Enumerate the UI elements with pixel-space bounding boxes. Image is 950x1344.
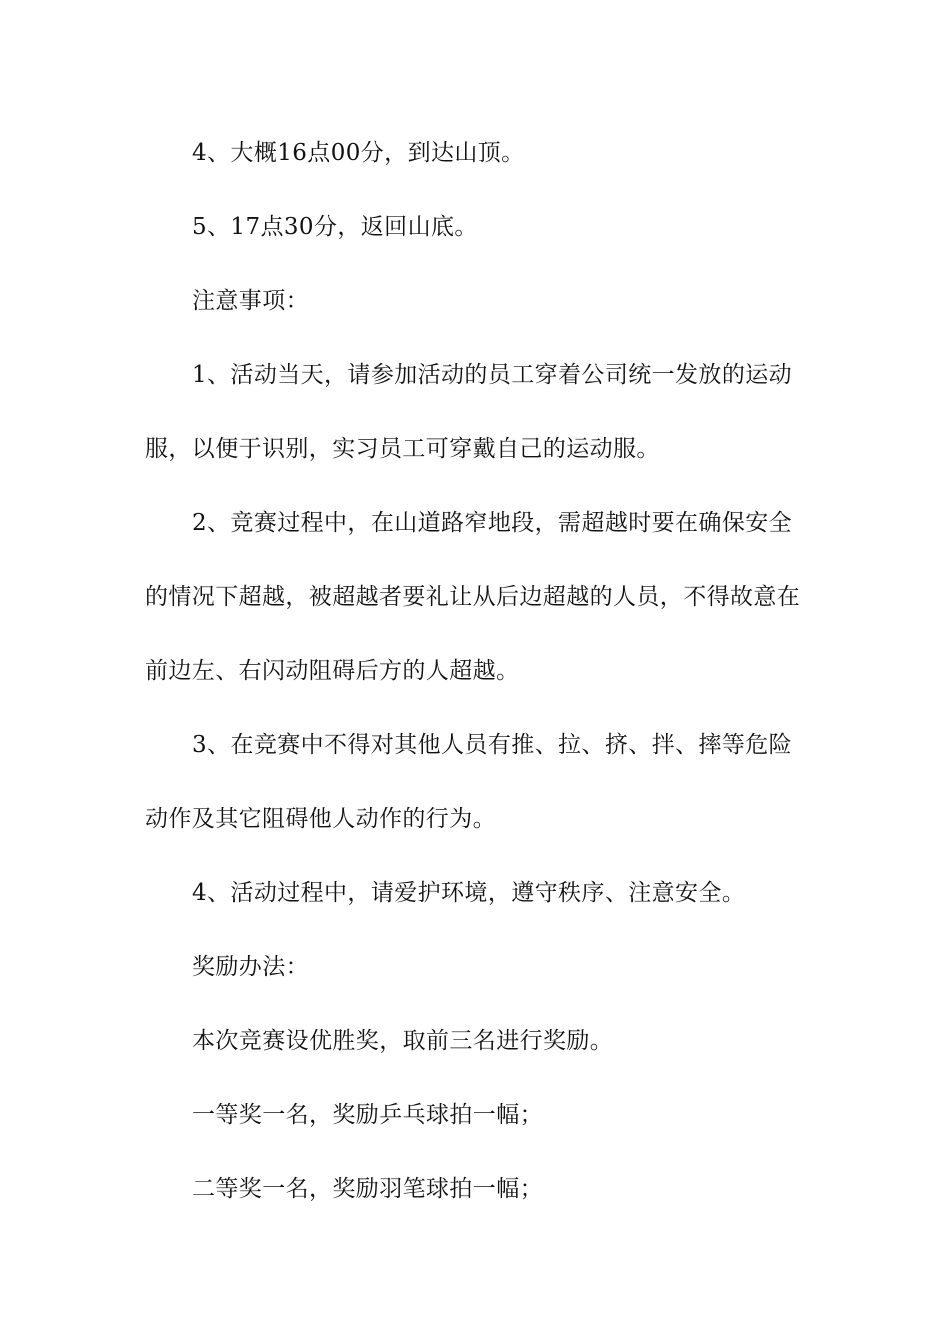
heading-rewards: 奖励办法：: [192, 954, 309, 980]
paragraph-first-prize: 一等奖一名，奖励乒乓球拍一幅；: [192, 1102, 543, 1128]
paragraph-return-base: 5、17点30分，返回山底。: [192, 214, 478, 240]
paragraph-rewards-intro: 本次竞赛设优胜奖，取前三名进行奖励。: [192, 1028, 614, 1054]
paragraph-note-2: 2、竞赛过程中，在山道路窄地段，需超越时要在确保安全的情况下超越，被超越者要礼让从后边超越的人员，不得故意在前边左、右闪动阻碍后方的人超越。: [145, 510, 801, 684]
paragraph-note-3: 3、在竞赛中不得对其他人员有推、拉、挤、拌、摔等危险动作及其它阻碍他人动作的行为。: [145, 732, 793, 832]
paragraph-arrive-summit: 4、大概16点00分，到达山顶。: [192, 140, 525, 166]
paragraph-note-4: 4、活动过程中，请爱护环境，遵守秩序、注意安全。: [192, 880, 746, 906]
paragraph-second-prize: 二等奖一名，奖励羽笔球拍一幅；: [192, 1176, 543, 1202]
heading-notes: 注意事项：: [192, 288, 309, 314]
paragraph-note-1: 1、活动当天，请参加活动的员工穿着公司统一发放的运动服，以便于识别，实习员工可穿戴自己的运动服。: [145, 362, 793, 462]
